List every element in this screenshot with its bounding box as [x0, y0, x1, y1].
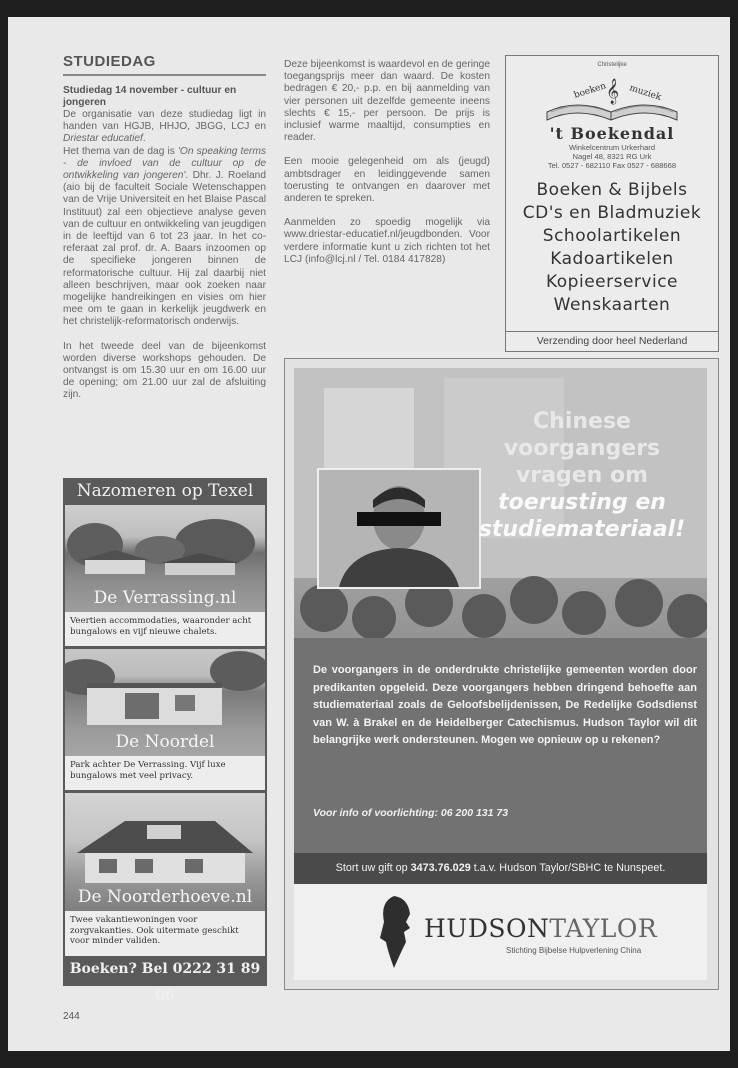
texel-advert	[63, 478, 267, 1004]
shop-phone: Tel. 0527 - 682110 Fax 0527 - 688668	[547, 161, 677, 170]
bookshop-advert	[505, 55, 719, 352]
noordel-photo	[65, 649, 265, 756]
gift-bar: Stort uw gift op 3473.76.029 t.a.v. Hudson Taylor/SBHC te Nunspeet.	[294, 853, 707, 884]
product-line: CD's en Bladmuziek	[522, 203, 702, 223]
advert-body: De voorgangers in de onderdrukte christelijke gemeenten worden door predikanten opgeleid. Deze voorgangers hebben dringend behoefte aan studiemateriaal zoals de Geloofsbelijdenissen, De Redelijke Godsdienst van W. à Brakel en de Heidelberger Catechismus. Hudson Taylor wil dit belangrijke werk ondersteunen. Mogen we opnieuw op u rekenen?	[313, 664, 697, 746]
verrassing-photo	[65, 505, 265, 612]
advert-info-phone: Voor info of voorlichting: 06 200 131 73	[313, 807, 509, 819]
article-column-1	[63, 53, 266, 402]
hudson-taylor-logo-panel	[294, 884, 707, 980]
arc-right-label: muziek	[628, 83, 663, 103]
product-list	[506, 179, 718, 317]
page-number: 244	[63, 1011, 80, 1022]
shop-address: Nagel 48, 8321 RG Urk	[572, 152, 652, 161]
noorderhoeve-photo	[65, 793, 265, 911]
product-line: Boeken & Bijbels	[536, 180, 688, 200]
product-line: Wenskaarten	[553, 295, 671, 315]
product-line: Kopieerservice	[545, 272, 679, 292]
congregation-photo	[294, 368, 707, 853]
shop-centre: Winkelcentrum Urkerhard	[568, 143, 656, 152]
advert-headline: Chinese voorgangers vragen om toerusting en studiemateriaal!	[478, 409, 686, 542]
article-paragraph-6: Aanmelden zo spoedig mogelijk via www.driestar-educatief.nl/jeugdbonden. Voor verdere informatie kunt u zich richten tot het LCJ (info@lcj.nl / Tel. 0184 417828)	[284, 217, 490, 265]
noorderhoeve-desc: Twee vakantiewoningen voor zorgvakanties. Ook uitermate geschikt voor minder validen.	[65, 911, 265, 956]
noordel-desc: Park achter De Verrassing. Vijf luxe bungalows met veel privacy.	[65, 756, 265, 790]
article-heading: STUDIEDAG	[63, 53, 266, 76]
verrassing-name: De Verrassing.nl	[93, 588, 237, 608]
product-line: Kadoartikelen	[550, 249, 674, 269]
article-subheading: Studiedag 14 november - cultuur en jongeren	[63, 85, 237, 108]
hudson-taylor-advert	[284, 358, 719, 990]
open-book-icon	[537, 68, 687, 126]
portrait-illustration	[319, 470, 479, 587]
article-paragraph-3: In het tweede deel van de bijeenkomst worden diverse workshops gehouden. De ontvangst is om 15.30 uur en om 16.00 uur de opening; om 21.00 uur zal de afsluiting zijn.	[63, 340, 266, 401]
magazine-page	[8, 17, 730, 1051]
article-paragraph-4: Deze bijeenkomst is waardevol en de geringe toegangsprijs meer dan waard. De kosten bedragen € 20,- p.p. en bij aanmelding van vier personen uit dezelfde gemeente ineens slechts € 15,- per persoon. De prijs is inclusief warme maaltijd, consumpties en reader.	[284, 59, 490, 144]
hudson-taylor-wordmark: HUDSONTAYLOR	[424, 914, 658, 943]
noordel-name: De Noordel	[115, 732, 215, 752]
hudson-taylor-silhouette-icon	[364, 892, 424, 972]
svg-text:𝄞: 𝄞	[606, 79, 620, 104]
noorderhoeve-name: De Noorderhoeve.nl	[77, 887, 253, 907]
pastor-portrait	[317, 468, 481, 589]
article-paragraph-1: De organisatie van deze studiedag ligt in handen van HGJB, HHJO, JBGG, LCJ en Driestar educatief.	[63, 109, 266, 145]
texel-title: Nazomeren op Texel	[76, 481, 254, 501]
texel-phone: Boeken? Bel 0222 31 89 06	[69, 961, 261, 1004]
shop-name: 't Boekendal	[549, 124, 675, 143]
article-paragraph-2: Het thema van de dag is 'On speaking terms - de invloed van de cultuur op de ontwikkeling van jongeren'. Dhr. J. Roeland (aio bij de faculteit Sociale Wetenschappen van de Vrije Universiteit en het Blaise Pascal Instituut) zal een objectieve analyse geven van de cultuur en ontwikkeling van jeugdigen in de leeftijd van 6 tot 23 jaar. In het co-referaat zal prof. dr. A. Baars inzoomen op de specifieke jongeren binnen de reformatorische cultuur. Hij zal daarbij niet alleen beschrijven, maar ook zoeken naar mogelijke handreikingen en visies om hier mee om te gaan in kerkelijk jeugdwerk en het christelijk-reformatorisch onderwijs.	[63, 145, 266, 328]
arc-left-label: boeken	[572, 81, 608, 101]
article-column-2	[284, 59, 490, 266]
christelijke-label: Christelijke	[597, 62, 627, 68]
hudson-taylor-subtitle: Stichting Bijbelse Hulpverlening China	[506, 946, 642, 955]
shipping-note: Verzending door heel Nederland	[506, 331, 718, 351]
verrassing-desc: Veertien accommodaties, waaronder acht bungalows en vijf nieuwe chalets.	[65, 612, 265, 646]
article-paragraph-5: Een mooie gelegenheid om als (jeugd) ambtsdrager en leidinggevende samen toerusting te ontvangen en daarover met anderen te spreken.	[284, 156, 490, 205]
product-line: Schoolartikelen	[542, 226, 682, 246]
